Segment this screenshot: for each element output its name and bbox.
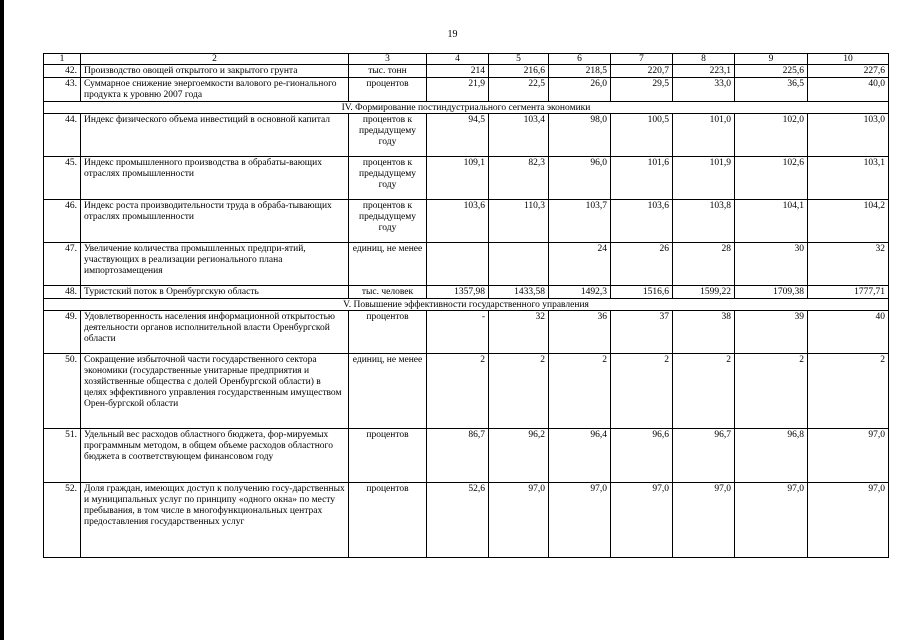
value-cell: 104,2 — [808, 200, 889, 243]
unit-of-measure: процентов к предыдущему году — [349, 157, 427, 200]
value-cell: 2 — [808, 354, 889, 429]
value-cell: 96,7 — [673, 429, 735, 483]
table-body — [44, 54, 889, 558]
value-cell: 103,7 — [549, 200, 611, 243]
value-cell: 2 — [611, 354, 673, 429]
indicator-name: Индекс физического объема инвестиций в основной капитал — [81, 114, 349, 157]
unit-of-measure: процентов — [349, 483, 427, 558]
value-cell: 86,7 — [427, 429, 489, 483]
value-cell: 1709,38 — [735, 286, 808, 299]
column-header: 5 — [489, 54, 549, 65]
value-cell: 52,6 — [427, 483, 489, 558]
value-cell: 220,7 — [611, 65, 673, 78]
row-number: 47. — [44, 243, 81, 286]
value-cell: 21,9 — [427, 78, 489, 102]
column-header: 6 — [549, 54, 611, 65]
scan-edge-bar — [0, 0, 4, 640]
value-cell: 32 — [489, 311, 549, 354]
table-row — [44, 286, 889, 299]
value-cell: 110,3 — [489, 200, 549, 243]
value-cell: 103,6 — [611, 200, 673, 243]
section-title: V. Повышение эффективности государственного управления — [44, 299, 889, 311]
page-number: 19 — [447, 29, 458, 40]
table-row — [44, 200, 889, 243]
row-number: 46. — [44, 200, 81, 243]
unit-of-measure: процентов к предыдущему году — [349, 200, 427, 243]
row-number: 50. — [44, 354, 81, 429]
section-row — [44, 299, 889, 311]
indicator-name: Туристский поток в Оренбургскую область — [81, 286, 349, 299]
value-cell: 223,1 — [673, 65, 735, 78]
unit-of-measure: процентов — [349, 429, 427, 483]
value-cell: 96,4 — [549, 429, 611, 483]
row-number: 44. — [44, 114, 81, 157]
value-cell: 36,5 — [735, 78, 808, 102]
column-header: 8 — [673, 54, 735, 65]
value-cell: 214 — [427, 65, 489, 78]
table-row — [44, 78, 889, 102]
value-cell: 82,3 — [489, 157, 549, 200]
value-cell: 103,1 — [808, 157, 889, 200]
value-cell: 225,6 — [735, 65, 808, 78]
value-cell: 40 — [808, 311, 889, 354]
value-cell: 103,0 — [808, 114, 889, 157]
value-cell: 1433,58 — [489, 286, 549, 299]
value-cell: 22,5 — [489, 78, 549, 102]
value-cell: 96,6 — [611, 429, 673, 483]
table-row — [44, 483, 889, 558]
value-cell: 101,0 — [673, 114, 735, 157]
column-header: 9 — [735, 54, 808, 65]
value-cell: 36 — [549, 311, 611, 354]
value-cell: 33,0 — [673, 78, 735, 102]
value-cell: 100,5 — [611, 114, 673, 157]
value-cell: 1516,6 — [611, 286, 673, 299]
value-cell: - — [427, 311, 489, 354]
column-header-row — [44, 54, 889, 65]
value-cell: 227,6 — [808, 65, 889, 78]
value-cell: 98,0 — [549, 114, 611, 157]
value-cell: 97,0 — [489, 483, 549, 558]
row-number: 49. — [44, 311, 81, 354]
unit-of-measure: единиц, не менее — [349, 243, 427, 286]
value-cell — [427, 243, 489, 286]
value-cell: 97,0 — [808, 429, 889, 483]
column-header: 3 — [349, 54, 427, 65]
indicator-name: Доля граждан, имеющих доступ к получению госу-дарственных и муниципальных услуг по принципу «одного окна» по месту пребывания, в том числе в многофункциональных центрах предоставления государственных услуг — [81, 483, 349, 558]
value-cell: 103,8 — [673, 200, 735, 243]
value-cell: 24 — [549, 243, 611, 286]
indicator-name: Увеличение количества промышленных предпри-ятий, участвующих в реализации регионального плана импортозамещения — [81, 243, 349, 286]
value-cell: 26 — [611, 243, 673, 286]
table-row — [44, 65, 889, 78]
indicator-name: Удовлетворенность населения информационной открытостью деятельности органов исполнительной власти Оренбургской области — [81, 311, 349, 354]
unit-of-measure: единиц, не менее — [349, 354, 427, 429]
value-cell: 2 — [735, 354, 808, 429]
value-cell: 1599,22 — [673, 286, 735, 299]
value-cell: 2 — [549, 354, 611, 429]
value-cell: 97,0 — [673, 483, 735, 558]
value-cell: 102,0 — [735, 114, 808, 157]
column-header: 7 — [611, 54, 673, 65]
value-cell: 109,1 — [427, 157, 489, 200]
indicator-name: Сокращение избыточной части государственного сектора экономики (государственные унитарные предприятия и хозяйственные общества с долей Оренбургской области) в целях эффективного управления государственным имуществом Орен-бургской области — [81, 354, 349, 429]
column-header: 2 — [81, 54, 349, 65]
row-number: 42. — [44, 65, 81, 78]
indicator-name: Индекс роста производительности труда в обраба-тывающих отраслях промышленности — [81, 200, 349, 243]
table-row — [44, 429, 889, 483]
value-cell: 101,9 — [673, 157, 735, 200]
value-cell: 103,6 — [427, 200, 489, 243]
value-cell: 40,0 — [808, 78, 889, 102]
table-row — [44, 354, 889, 429]
value-cell — [489, 243, 549, 286]
value-cell: 94,5 — [427, 114, 489, 157]
value-cell: 97,0 — [549, 483, 611, 558]
unit-of-measure: процентов — [349, 311, 427, 354]
row-number: 52. — [44, 483, 81, 558]
value-cell: 218,5 — [549, 65, 611, 78]
value-cell: 39 — [735, 311, 808, 354]
column-header: 4 — [427, 54, 489, 65]
row-number: 48. — [44, 286, 81, 299]
value-cell: 96,0 — [549, 157, 611, 200]
value-cell: 216,6 — [489, 65, 549, 78]
section-row — [44, 102, 889, 114]
value-cell: 101,6 — [611, 157, 673, 200]
value-cell: 28 — [673, 243, 735, 286]
section-title: IV. Формирование постиндустриального сегмента экономики — [44, 102, 889, 114]
value-cell: 26,0 — [549, 78, 611, 102]
value-cell: 2 — [489, 354, 549, 429]
value-cell: 1777,71 — [808, 286, 889, 299]
indicators-table — [43, 53, 889, 558]
value-cell: 97,0 — [808, 483, 889, 558]
value-cell: 104,1 — [735, 200, 808, 243]
value-cell: 30 — [735, 243, 808, 286]
unit-of-measure: тыс. тонн — [349, 65, 427, 78]
row-number: 51. — [44, 429, 81, 483]
value-cell: 97,0 — [735, 483, 808, 558]
value-cell: 96,2 — [489, 429, 549, 483]
table-row — [44, 157, 889, 200]
table-row — [44, 243, 889, 286]
value-cell: 97,0 — [611, 483, 673, 558]
value-cell: 2 — [427, 354, 489, 429]
row-number: 45. — [44, 157, 81, 200]
value-cell: 37 — [611, 311, 673, 354]
unit-of-measure: тыс. человек — [349, 286, 427, 299]
value-cell: 38 — [673, 311, 735, 354]
column-header: 10 — [808, 54, 889, 65]
unit-of-measure: процентов к предыдущему году — [349, 114, 427, 157]
table-row — [44, 114, 889, 157]
indicator-name: Удельный вес расходов областного бюджета, фор-мируемых программным методом, в общем объеме расходов областного бюджета в соответствующем финансовом году — [81, 429, 349, 483]
indicator-name: Индекс промышленного производства в обрабаты-вающих отраслях промышленности — [81, 157, 349, 200]
value-cell: 102,6 — [735, 157, 808, 200]
value-cell: 96,8 — [735, 429, 808, 483]
value-cell: 1492,3 — [549, 286, 611, 299]
row-number: 43. — [44, 78, 81, 102]
table-row — [44, 311, 889, 354]
value-cell: 32 — [808, 243, 889, 286]
indicator-name: Суммарное снижение энергоемкости валового ре-гионального продукта к уровню 2007 года — [81, 78, 349, 102]
value-cell: 1357,98 — [427, 286, 489, 299]
value-cell: 2 — [673, 354, 735, 429]
value-cell: 103,4 — [489, 114, 549, 157]
indicator-name: Производство овощей открытого и закрытого грунта — [81, 65, 349, 78]
unit-of-measure: процентов — [349, 78, 427, 102]
value-cell: 29,5 — [611, 78, 673, 102]
column-header: 1 — [44, 54, 81, 65]
